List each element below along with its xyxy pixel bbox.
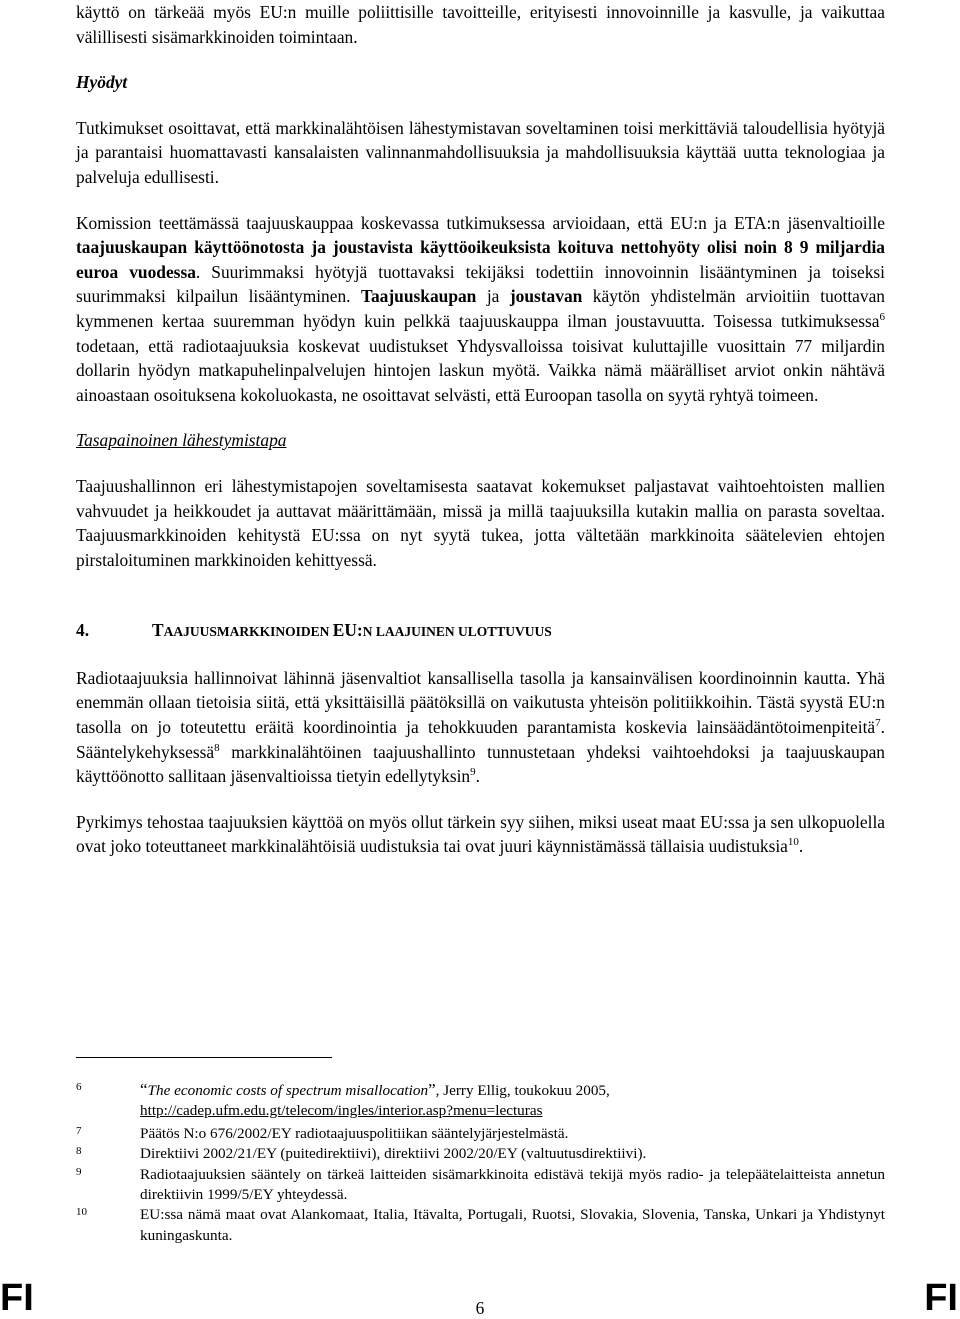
footnote-ref-8[interactable]: 8 (214, 741, 220, 754)
footnote-8 (76, 1144, 885, 1164)
text-run: käytön yhdistelmän arvioitiin tuottavan kymmenen kertaa suuremman hyödyn kuin pelkkä taajuuskauppa ilman joustavuutta. Toisessa tutkimuksessa (76, 286, 885, 331)
text-run: ja (476, 286, 510, 307)
footnote-text-run: , Jerry Ellig, toukokuu 2005, (435, 1082, 610, 1099)
section-4-paragraph-2 (76, 810, 885, 859)
title-part: EU: (332, 620, 363, 641)
footnote-number: 9 (76, 1165, 82, 1178)
footnote-10 (76, 1205, 885, 1246)
bold-text-run: joustavan (509, 286, 583, 307)
title-part: N LAAJUINEN ULOTTUVUUS (362, 624, 552, 640)
footnote-text: Päätös N:o 676/2002/EY radiotaajuuspolitiikan sääntelyjärjestelmästä. (140, 1124, 569, 1142)
footnote-ref-9[interactable]: 9 (470, 766, 476, 779)
footnote-number: 10 (76, 1206, 87, 1219)
text-run: Radiotaajuuksia hallinnoivat lähinnä jäsenvaltiot kansallisella tasolla ja kansainvälisen koordinoinnin kautta. Yhä enemmän ollaan tietoisia siitä, että yksittäisillä päätöksillä on vaikutusta yhteisön politiikkoihin. Tästä syystä EU:n tasolla on jo toteutettu eräitä koordinointia ja tehokkuuden parantamista koskevia lainsäädäntötoimenpiteitä (76, 667, 885, 738)
footnote-text: Radiotaajuuksien sääntely on tärkeä laitteiden sisämarkkinoita edistävä tekijä myös radio- ja telepäätelaitteista annetun direktiivin 1999/5/EY yhteydessä. (140, 1165, 885, 1204)
footnote-link[interactable]: http://cadep.ufm.edu.gt/telecom/ingles/interior.asp?menu=lecturas (140, 1102, 543, 1120)
footer-language-code-right: FI (924, 1277, 958, 1319)
title-part: T (152, 620, 164, 641)
footnote-text: Direktiivi 2002/21/EY (puitedirektiivi), direktiivi 2002/20/EY (valtuutusdirektiivi). (140, 1145, 647, 1163)
section-heading-benefits: Hyödyt (76, 72, 128, 93)
text-run: todetaan, että radiotaajuuksia koskevat uudistukset Yhdysvalloissa toisivat kuluttajille vuosittain 77 miljardin dollarin hyödyn matkapuhelinpalvelujen hintojen laskun myötä. Vaikka nämä määrälliset arviot onkin nähtävä ainoastaan osoituksena kokoluokasta, ne osoittavat selvästi, että Euroopan tasolla on syytä ryhtyä toimeen. (76, 335, 885, 405)
document-body (76, 0, 885, 859)
section-heading-balanced: Tasapainoinen lähestymistapa (76, 430, 287, 451)
footnote-ref-6[interactable]: 6 (879, 311, 885, 324)
text-run: . Suurimmaksi hyötyjä tuottavaksi tekijäksi todettiin innovoinnin lisääntyminen ja toiseksi suurimmaksi kilpailun lisääntyminen. (76, 261, 885, 307)
text-run: . (475, 766, 480, 787)
footnote-title: The economic costs of spectrum misallocation (147, 1082, 429, 1099)
bold-text-run: Taajuuskaupan (360, 286, 477, 307)
section-4-heading (76, 618, 885, 645)
footnote-separator (76, 1057, 332, 1058)
footnote-number: 7 (76, 1124, 82, 1137)
benefits-paragraph-1: Tutkimukset osoittavat, että markkinalähtöisen lähestymistavan soveltaminen toisi merkittäviä taloudellisia hyötyjä ja parantaisi huomattavasti kansalaisten valinnanmahdollisuuksia ja mahdollisuuksia käyttää uutta teknologiaa ja palveluja edullisesti. (76, 117, 885, 187)
intro-paragraph: käyttö on tärkeää myös EU:n muille poliittisille tavoitteille, erityisesti innovoinnille ja kasvulle, ja vaikuttaa välillisesti sisämarkkinoiden toimintaan. (76, 2, 885, 47)
footnote-7 (76, 1124, 885, 1144)
footnote-number: 6 (76, 1081, 82, 1093)
text-run: Pyrkimys tehostaa taajuuksien käyttöä on myös ollut tärkein syy siihen, miksi useat maat EU:ssa ja sen ulkopuolella ovat joko toteuttaneet markkinalähtöisiä uudistuksia tai ovat juuri käynnistämässä tällaisia uudistuksia (76, 811, 886, 857)
footnote-number: 8 (76, 1145, 82, 1158)
footnote-9 (76, 1165, 885, 1206)
section-title (152, 618, 552, 645)
bold-text-run: taajuuskaupan käyttöönotosta ja joustavista käyttöoikeuksista koituva nettohyöty olisi noin 8 9 miljardia euroa vuodessa (76, 237, 885, 282)
footnote-6 (76, 1080, 885, 1122)
footnotes (76, 1080, 885, 1246)
title-part: AAJUUSMARKKINOIDEN (163, 624, 333, 640)
footnote-ref-10[interactable]: 10 (787, 836, 799, 849)
benefits-paragraph-2 (76, 211, 885, 408)
page-number: 6 (475, 1298, 485, 1318)
footnote-text: “The economic costs of spectrum misallocation”, Jerry Ellig, toukokuu 2005, http://cadep.ufm.edu.gt/telecom/ingles/interior.asp?menu=lecturas (140, 1080, 610, 1120)
balanced-paragraph: Taajuushallinnon eri lähestymistapojen soveltamisesta saatavat kokemukset paljastavat vaihtoehtoisten mallien vahvuudet ja heikkoudet ja auttavat määrittämään, missä ja millä taajuuksilla kutakin mallia on parasta soveltaa. Taajuusmarkkinoiden kehitystä EU:ssa on nyt syytä tukea, jotta vältetään markkinoita säätelevien ehtojen pirstaloituminen markkinoiden kehittyessä. (76, 475, 885, 570)
text-run: . Sääntelykehyksessä (76, 717, 885, 762)
text-run: . (798, 836, 804, 857)
text-run: markkinalähtöinen taajuushallinto tunnustetaan yhdeksi vaihtoehdoksi ja taajuuskaupan käyttöönotto sallitaan jäsenvaltioissa tietyin edellytyksin (76, 741, 885, 787)
footer-language-code-left: FI (0, 1277, 34, 1319)
text-run: Komission teettämässä taajuuskauppaa koskevassa tutkimuksessa arvioidaan, että EU:n ja ETA:n jäsenvaltioille (76, 212, 885, 233)
footnote-text: EU:ssa nämä maat ovat Alankomaat, Italia, Itävalta, Portugali, Ruotsi, Slovakia, Slovenia, Tanska, Unkari ja Yhdistynyt kuningaskunta. (140, 1206, 885, 1244)
footnote-ref-7[interactable]: 7 (875, 717, 881, 730)
section-number: 4. (76, 620, 90, 641)
section-4-paragraph-1 (76, 666, 885, 789)
